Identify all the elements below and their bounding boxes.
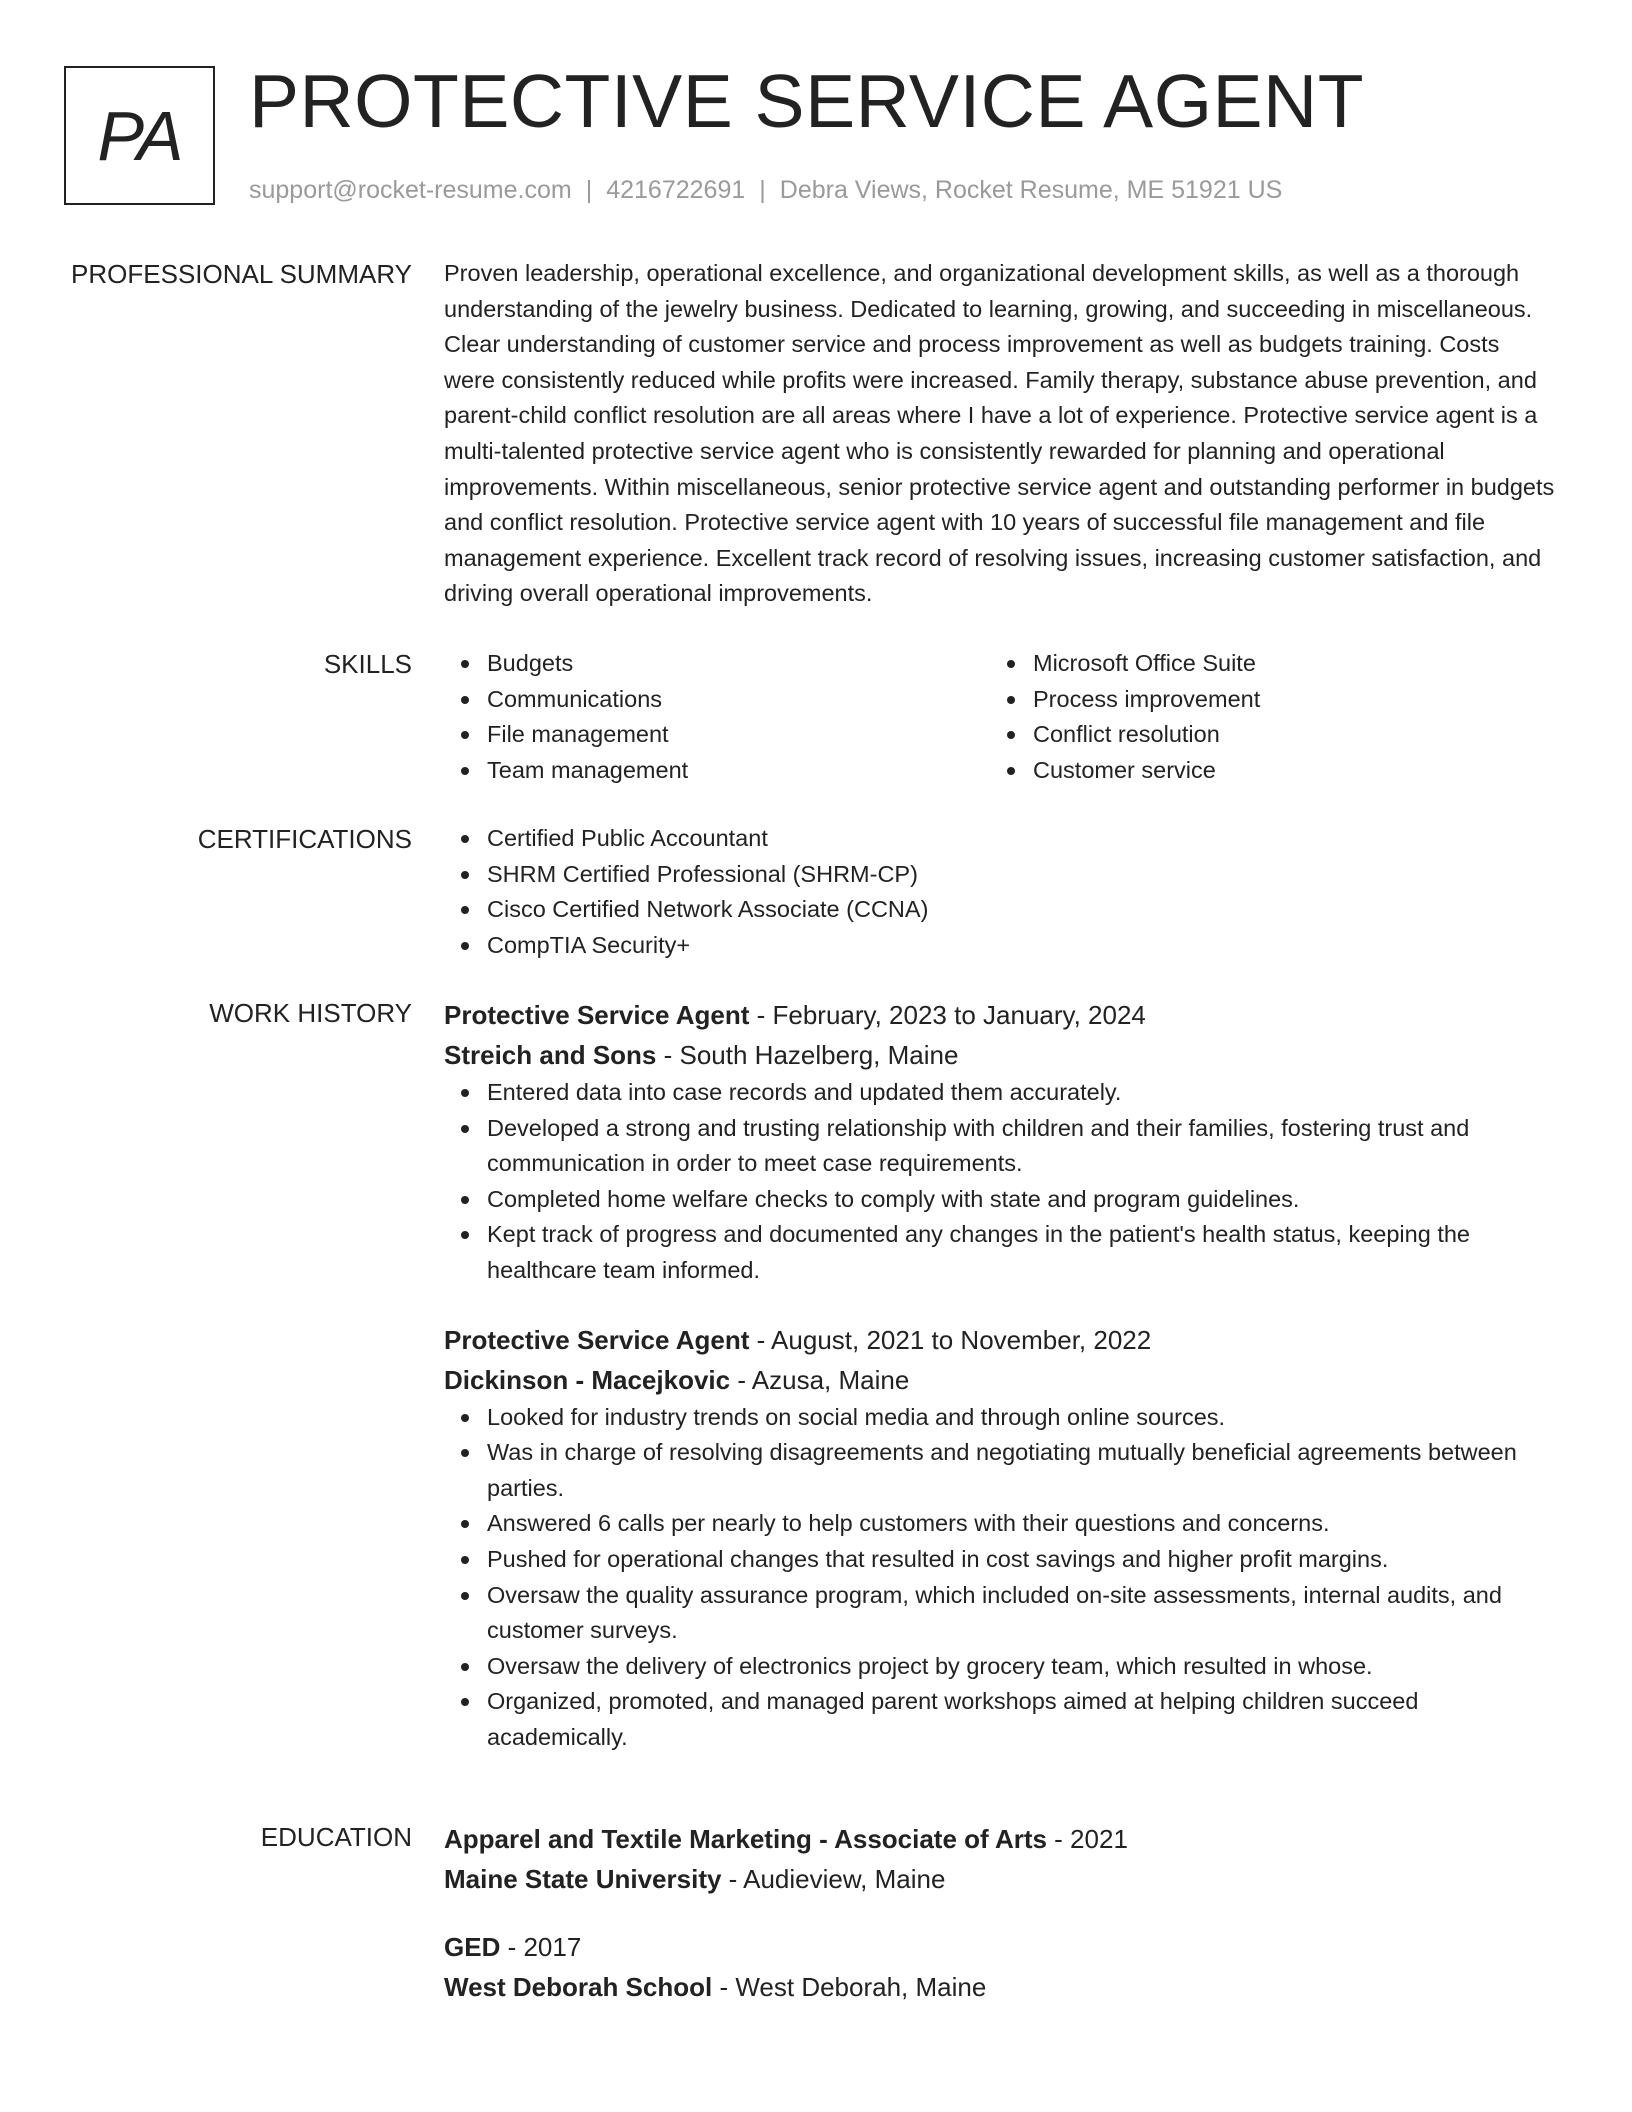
job-location: - Azusa, Maine xyxy=(730,1364,910,1395)
skill-item: Conflict resolution xyxy=(990,717,1536,753)
certification-item: Certified Public Accountant xyxy=(444,821,1556,857)
job-bullet: Developed a strong and trusting relationship with children and their families, fostering trust and communication in order to meet case requirements. xyxy=(444,1111,1556,1182)
monogram-logo: PA xyxy=(64,66,215,205)
summary-text: Proven leadership, operational excellence, and organizational development skills, as well as a thorough understanding of the jewelry business. Dedicated to learning, growing, and succeeding in miscellaneous. Clear understanding of customer service and process improvement as well as budgets training. Costs were consistently reduced while profits were increased. Family therapy, substance abuse prevention, and parent-child conflict resolution are all areas where I have a lot of experience. Protective service agent is a multi-talented protective service agent who is consistently rewarded for planning and operational improvements. Within miscellaneous, senior protective service agent and outstanding performer in budgets and conflict resolution. Protective service agent with 10 years of successful file management and file management experience. Excellent track record of resolving issues, increasing customer satisfaction, and driving overall operational improvements. xyxy=(444,260,1555,607)
job-bullets xyxy=(444,1400,1556,1756)
job-bullet: Entered data into case records and updated them accurately. xyxy=(444,1075,1556,1111)
skill-item: Microsoft Office Suite xyxy=(990,646,1536,682)
certification-item: CompTIA Security+ xyxy=(444,928,1556,964)
education-entry xyxy=(444,1819,1556,1899)
contact-separator: | xyxy=(585,176,593,204)
education-degree: Apparel and Textile Marketing - Associate of Arts xyxy=(444,1824,1047,1854)
job-bullet: Looked for industry trends on social media and through online sources. xyxy=(444,1400,1556,1436)
job-bullet: Kept track of progress and documented any changes in the patient's health status, keeping the healthcare team informed. xyxy=(444,1217,1556,1288)
job-bullet: Oversaw the delivery of electronics project by grocery team, which resulted in whose. xyxy=(444,1649,1556,1685)
education-year: - 2017 xyxy=(500,1932,582,1962)
job-bullet: Was in charge of resolving disagreements and negotiating mutually beneficial agreements between parties. xyxy=(444,1435,1556,1506)
job-title-line xyxy=(444,1320,1556,1360)
education-location: - West Deborah, Maine xyxy=(712,1972,987,2002)
skill-item: File management xyxy=(444,717,990,753)
skill-item: Team management xyxy=(444,753,990,789)
job-bullet: Organized, promoted, and managed parent workshops aimed at helping children succeed academically. xyxy=(444,1684,1556,1755)
skill-item: Budgets xyxy=(444,646,990,682)
job-bullet: Pushed for operational changes that resulted in cost savings and higher profit margins. xyxy=(444,1542,1556,1578)
education-school-line xyxy=(444,1859,1556,1899)
job-dates: - August, 2021 to November, 2022 xyxy=(749,1324,1152,1355)
education-school: West Deborah School xyxy=(444,1972,713,2002)
certifications-list xyxy=(444,821,1556,963)
skill-item: Process improvement xyxy=(990,682,1536,718)
education-school-line xyxy=(444,1967,1556,2007)
contact-address: Debra Views, Rocket Resume, ME 51921 US xyxy=(779,176,1283,204)
education-degree: GED xyxy=(444,1932,501,1962)
education-degree-line xyxy=(444,1819,1556,1859)
contact-separator: | xyxy=(759,176,766,204)
education-year: - 2021 xyxy=(1046,1824,1128,1854)
section-heading-certifications: CERTIFICATIONS xyxy=(197,824,412,854)
contact-line xyxy=(249,173,1282,207)
job-company: Dickinson - Macejkovic xyxy=(444,1364,731,1395)
education-school: Maine State University xyxy=(444,1864,722,1894)
job-dates: - February, 2023 to January, 2024 xyxy=(749,1000,1146,1030)
job-title-line xyxy=(444,995,1556,1035)
skill-item: Customer service xyxy=(990,753,1536,789)
contact-email[interactable]: support@rocket-resume.com xyxy=(249,176,572,204)
job-location: - South Hazelberg, Maine xyxy=(656,1040,959,1070)
education-location: - Audieview, Maine xyxy=(721,1864,946,1894)
skills-list-left xyxy=(444,646,990,788)
job-bullet: Answered 6 calls per nearly to help customers with their questions and concerns. xyxy=(444,1506,1556,1542)
section-heading-work: WORK HISTORY xyxy=(209,998,412,1028)
section-heading-education: EDUCATION xyxy=(260,1822,412,1852)
job-bullet: Completed home welfare checks to comply with state and program guidelines. xyxy=(444,1182,1556,1218)
job-title: Protective Service Agent xyxy=(444,1000,750,1030)
job-company: Streich and Sons xyxy=(444,1040,657,1070)
page-title: PROTECTIVE SERVICE AGENT xyxy=(249,59,1365,143)
certification-item: Cisco Certified Network Associate (CCNA) xyxy=(444,892,1556,928)
job-company-line xyxy=(444,1035,1556,1075)
contact-phone[interactable]: 4216722691 xyxy=(606,176,746,204)
certification-item: SHRM Certified Professional (SHRM-CP) xyxy=(444,857,1556,893)
job-bullet: Oversaw the quality assurance program, which included on-site assessments, internal audits, and customer surveys. xyxy=(444,1578,1556,1649)
job-entry xyxy=(444,995,1556,1289)
job-title: Protective Service Agent xyxy=(444,1324,750,1355)
section-heading-skills: SKILLS xyxy=(323,649,412,679)
job-company-line xyxy=(444,1360,1556,1400)
skill-item: Communications xyxy=(444,682,990,718)
education-degree-line xyxy=(444,1927,1556,1967)
skills-list-right xyxy=(990,646,1536,788)
education-entry xyxy=(444,1927,1556,2007)
job-entry xyxy=(444,1320,1556,1756)
job-bullets xyxy=(444,1075,1556,1289)
section-heading-summary: PROFESSIONAL SUMMARY xyxy=(71,259,412,289)
